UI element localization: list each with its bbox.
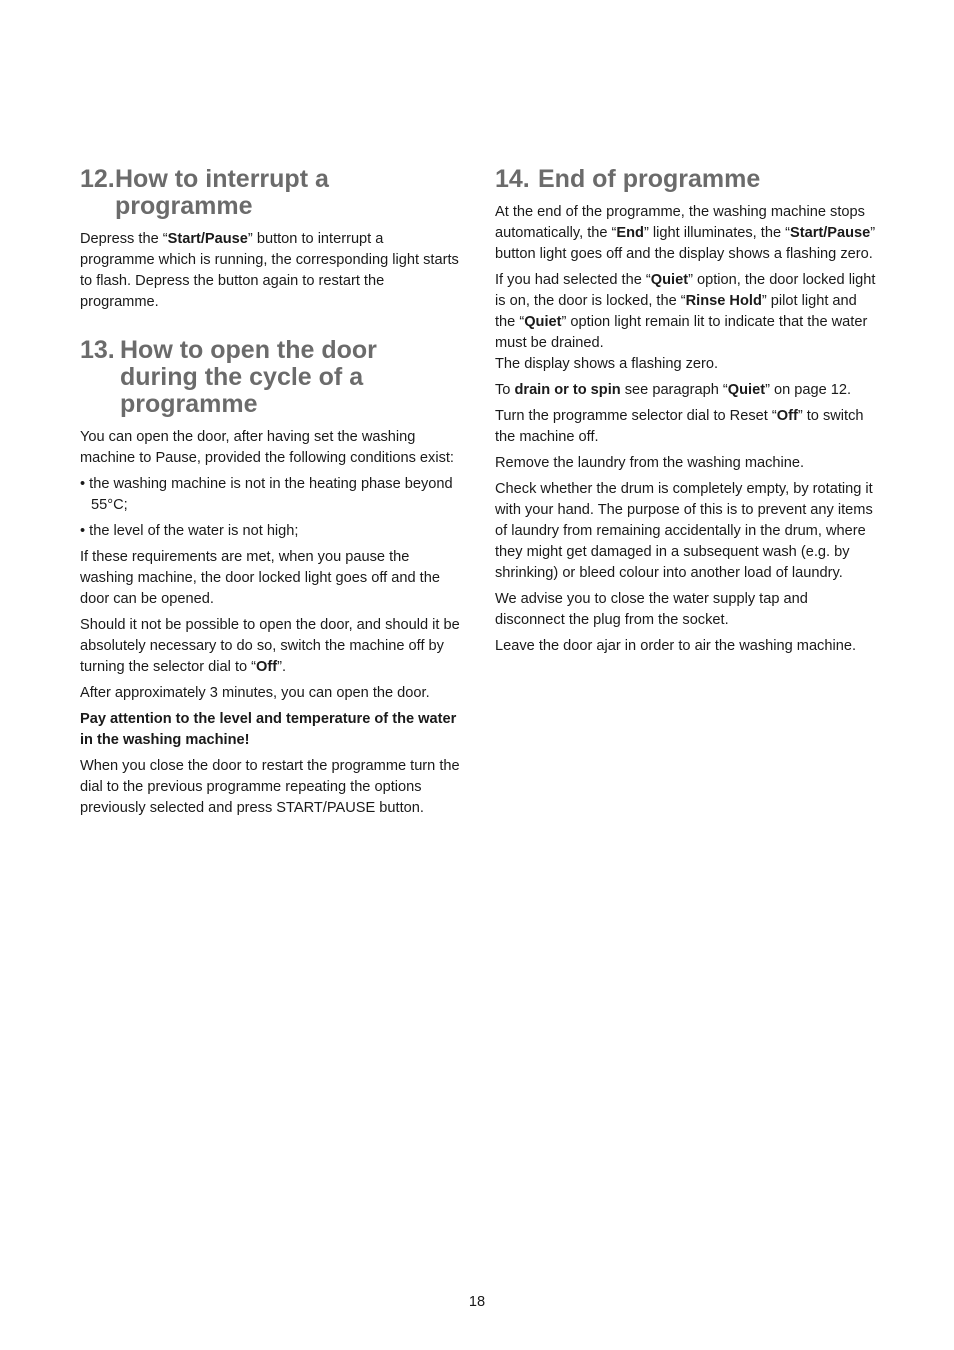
bullet-item-heating: • the washing machine is not in the heating phase beyond 55°C; [80,476,453,513]
section-12-paragraph-1 [80,229,460,313]
section-13-heading [80,337,460,418]
section-13-paragraph-1: You can open the door, after having set the washing machine to Pause, provided the following conditions exist: [80,429,454,466]
left-column [80,166,460,824]
section-13-paragraph-2: If these requirements are met, when you pause the washing machine, the door locked light goes off and the door can be opened. [80,549,440,607]
section-14-number: 14. [495,165,530,193]
bold-quiet: Quiet [524,314,562,330]
section-14-paragraph-5: Remove the laundry from the washing machine. [495,455,805,471]
section-14-paragraph-6: Check whether the drum is completely empty, by rotating it with your hand. The purpose of this is to prevent any items of laundry from remaining accidentally in the drum, where they might get damaged in a subsequent wash (e.g. by shrinking) or bleed colour into another load of laundry. [495,481,873,581]
right-column [495,166,880,662]
bold-quiet: Quiet [650,272,689,288]
text-run: see paragraph “ [620,382,728,398]
text-run: To [495,382,515,398]
text-run: The display shows a flashing zero. [495,356,719,372]
section-14-paragraph-2 [495,270,880,375]
section-12-title: How to interrupt a programme [115,165,329,220]
text-run: ” pilot light and the “ [495,293,857,330]
text-run: Should it not be possible to open the door, and should it be absolutely necessary to do so, switch the machine off by turning the selector dial to “ [80,617,460,675]
bold-end: End [616,225,644,241]
text-run: Turn the programme selector dial to Reset “ [495,408,777,424]
page-number: 18 [468,1294,486,1310]
section-12-heading [80,166,460,220]
section-13-number: 13. [80,336,115,364]
warning-text: Pay attention to the level and temperature of the water in the washing machine! [80,711,457,748]
section-14-paragraph-8: Leave the door ajar in order to air the washing machine. [495,638,857,654]
section-14-heading [495,166,880,193]
text-run: At the end of the programme, the washing machine stops automatically, the “ [495,204,865,241]
bold-off: Off [776,408,798,424]
section-14 [495,166,880,657]
section-13 [80,337,460,819]
section-13-warning [80,709,460,751]
text-run: ” option light remain lit to indicate that the water must be drained. [495,314,868,351]
section-12 [80,166,460,313]
bold-start-pause: Start/Pause [167,231,248,247]
bold-drain-or-spin: drain or to spin [514,382,621,398]
section-14-title: End of programme [538,165,761,193]
text-run: ” button light goes off and the display shows a flashing zero. [495,225,876,262]
bold-quiet: Quiet [727,382,766,398]
section-14-paragraph-7: We advise you to close the water supply tap and disconnect the plug from the socket. [495,591,808,628]
section-14-paragraph-4 [495,406,880,448]
section-13-paragraph-4: After approximately 3 minutes, you can open the door. [80,685,430,701]
bold-start-pause: Start/Pause [789,225,871,241]
bold-rinse-hold: Rinse Hold [685,293,762,309]
bullet-item-water-level: • the level of the water is not high; [80,523,299,539]
text-run: ” button to interrupt a programme which is running, the corresponding light starts to flash. Depress the button again to restart the programme. [80,231,459,310]
section-14-paragraph-1 [495,202,880,265]
text-run: ” light illuminates, the “ [643,225,790,241]
text-run: Depress the “ [80,231,168,247]
section-13-paragraph-3 [80,615,460,678]
text-run: ” option, the door locked light is on, the door is locked, the “ [495,272,876,309]
text-run: ” to switch the machine off. [495,408,864,445]
bold-off: Off [256,659,278,675]
section-14-paragraph-3 [495,380,880,401]
section-12-number: 12. [80,165,115,193]
section-13-title: How to open the door during the cycle of a programme [120,336,377,418]
text-run: ” on page 12. [765,382,852,398]
text-run: If you had selected the “ [495,272,651,288]
section-13-paragraph-5: When you close the door to restart the programme turn the dial to the previous programme repeating the options previously selected and press START/PAUSE button. [80,758,460,816]
text-run: ”. [277,659,287,675]
